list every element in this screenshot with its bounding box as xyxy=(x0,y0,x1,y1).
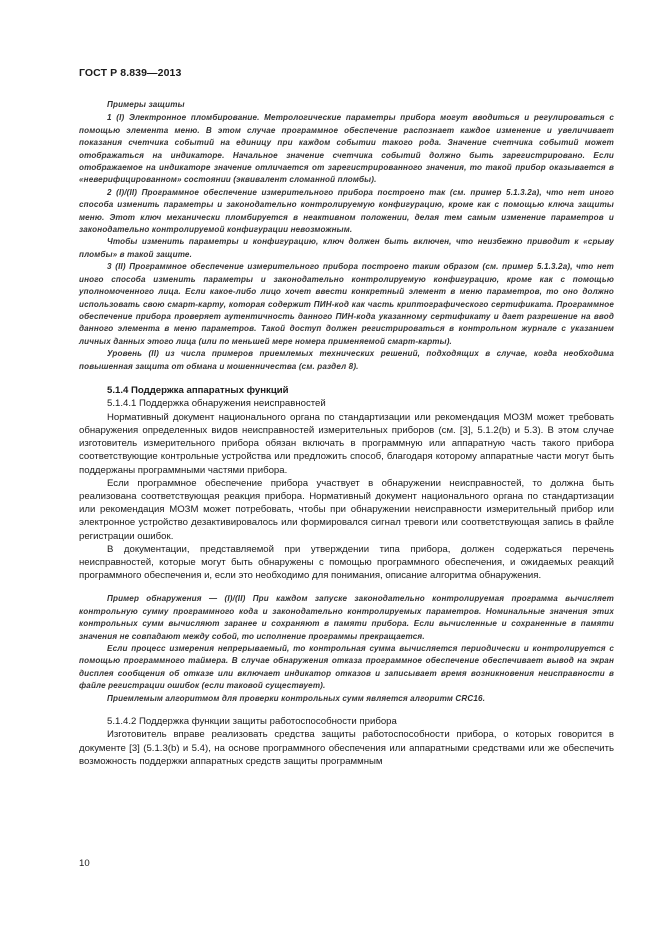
body-paragraph: Нормативный документ национального органа по стандартизации или рекомендация МОЗМ может требовать обнаружения определенных видов неисправностей измерительных приборов (см. [3], 5.1.2(b) и 5.3). В этом случае изготовитель измерительного прибора обязан включать в программную или аппаратную часть такого прибора соответствующие контрольные устройства или предложить способ, благодаря которому аппаратные части могут быть поддержаны программными частями прибора. xyxy=(79,411,614,476)
subsection-heading: 5.1.4.1 Поддержка обнаружения неисправностей xyxy=(107,398,326,410)
document-header: ГОСТ Р 8.839—2013 xyxy=(79,67,182,79)
example-paragraph: Пример обнаружения — (I)/(II) При каждом запуске законодательно контролируемая программа вычисляет контрольную сумму программного кода и законодательно контролируемых параметров. Номинальные значения этих контрольных сумм вычисляют заранее и сохраняют в памяти прибора. Если вычисленные и сохраненные в памяти значения не совпадают между собой, то исполнение программы прекращается. xyxy=(79,594,614,641)
body-paragraph: В документации, представляемой при утверждении типа прибора, должен содержаться перечень неисправностей, которые могут быть обнаружены с помощью программного обеспечения, и ожидаемых реакций программного обеспечения и, если это необходимо для понимания, описание алгоритма обнаружения. xyxy=(79,543,614,582)
examples-title: Примеры защиты xyxy=(107,100,185,109)
example-paragraph: 3 (II) Программное обеспечение измерительного прибора построено таким образом (см. пример 5.1.3.2а), что нет иного способа изменить параметры и законодательно контролируемую конфигурацию, кроме как с помощью уполномоченного лица. Если какое-либо лицо хочет ввести конкретный элемент в меню параметров, то оно должно использовать свою смарт-карту, которая содержит ПИН-код как часть криптографического сертификата. Программное обеспечение прибора проверяет аутентичность данного ПИН-кода указанному сертификату и дает разрешение на ввод данного элемента в меню параметров. Такой доступ должен регистрироваться в контрольном журнале с указанием личных данных этого лица (или по меньшей мере номера применяемой смарт-карты). xyxy=(79,262,614,346)
example-paragraph: Приемлемым алгоритмом для проверки контрольных сумм является алгоритм CRC16. xyxy=(107,693,486,703)
protection-examples xyxy=(79,99,614,373)
example-paragraph: Чтобы изменить параметры и конфигурацию, ключ должен быть включен, что неизбежно приводит к «срыву пломбы» в такой защите. xyxy=(79,237,614,259)
example-paragraph: 1 (I) Электронное пломбирование. Метрологические параметры прибора могут вводиться и регулироваться с помощью элемента меню. В этом случае программное обеспечение распознает каждое изменение и увеличивает показания счетчика событий на единицу при каждом событии такого рода. Значение счетчика событий может отображаться на индикаторе. Начальное значение счетчика событий должно быть зарегистрировано. Если отображаемое на индикаторе значение отличается от зарегистрированного значения, то такой прибор оказывается в «неверифицированном» состоянии (эквивалент сломанной пломбы). xyxy=(79,113,614,185)
section-heading: 5.1.4 Поддержка аппаратных функций xyxy=(107,384,289,396)
body-paragraph: Если программное обеспечение прибора участвует в обнаружении неисправностей, то должна быть реализована соответствующая реакция прибора. Нормативный документ национального органа по стандартизации или рекомендация МОЗМ может потребовать, чтобы при обнаружении неисправности измерительный прибор или электронное устройство дезактивировалось или формировался сигнал тревоги или соответствующая запись в файле регистрации ошибок. xyxy=(79,477,614,542)
subsection-heading: 5.1.4.2 Поддержка функции защиты работоспособности прибора xyxy=(107,716,397,728)
detection-example xyxy=(79,593,614,705)
example-paragraph: Если процесс измерения непрерываемый, то контрольная сумма вычисляется периодически и контролируется с помощью программного таймера. В случае обнаружения отказа программное обеспечение обеспечивает вывод на экран дисплея сообщения об отказе или включает индикатор отказов и записывает время возникновения неисправности в файле регистрации ошибок (если таковой существует). xyxy=(79,644,614,691)
page-content xyxy=(79,99,614,768)
page-number: 10 xyxy=(79,858,90,869)
example-paragraph: Уровень (II) из числа примеров приемлемых технических решений, подходящих в случае, когда необходима повышенная защита от обмана и мошенничества (см. раздел 8). xyxy=(79,349,614,371)
body-paragraph: Изготовитель вправе реализовать средства защиты работоспособности прибора, о которых говорится в документе [3] (5.1.3(b) и 5.4), на основе программного обеспечения или аппаратными средствами или же обеспечить возможность поддержки аппаратных средств защиты программным xyxy=(79,729,614,767)
example-paragraph: 2 (I)/(II) Программное обеспечение измерительного прибора построено так (см. пример 5.1.3.2а), что нет иного способа изменить параметры и законодательно контролируемую конфигурацию, кроме как с помощью ключа защиты меню. Этот ключ механически пломбируется в неактивном положении, делая тем самым изменение параметров и законодательно контролируемой конфигурации невозможным. xyxy=(79,187,614,235)
